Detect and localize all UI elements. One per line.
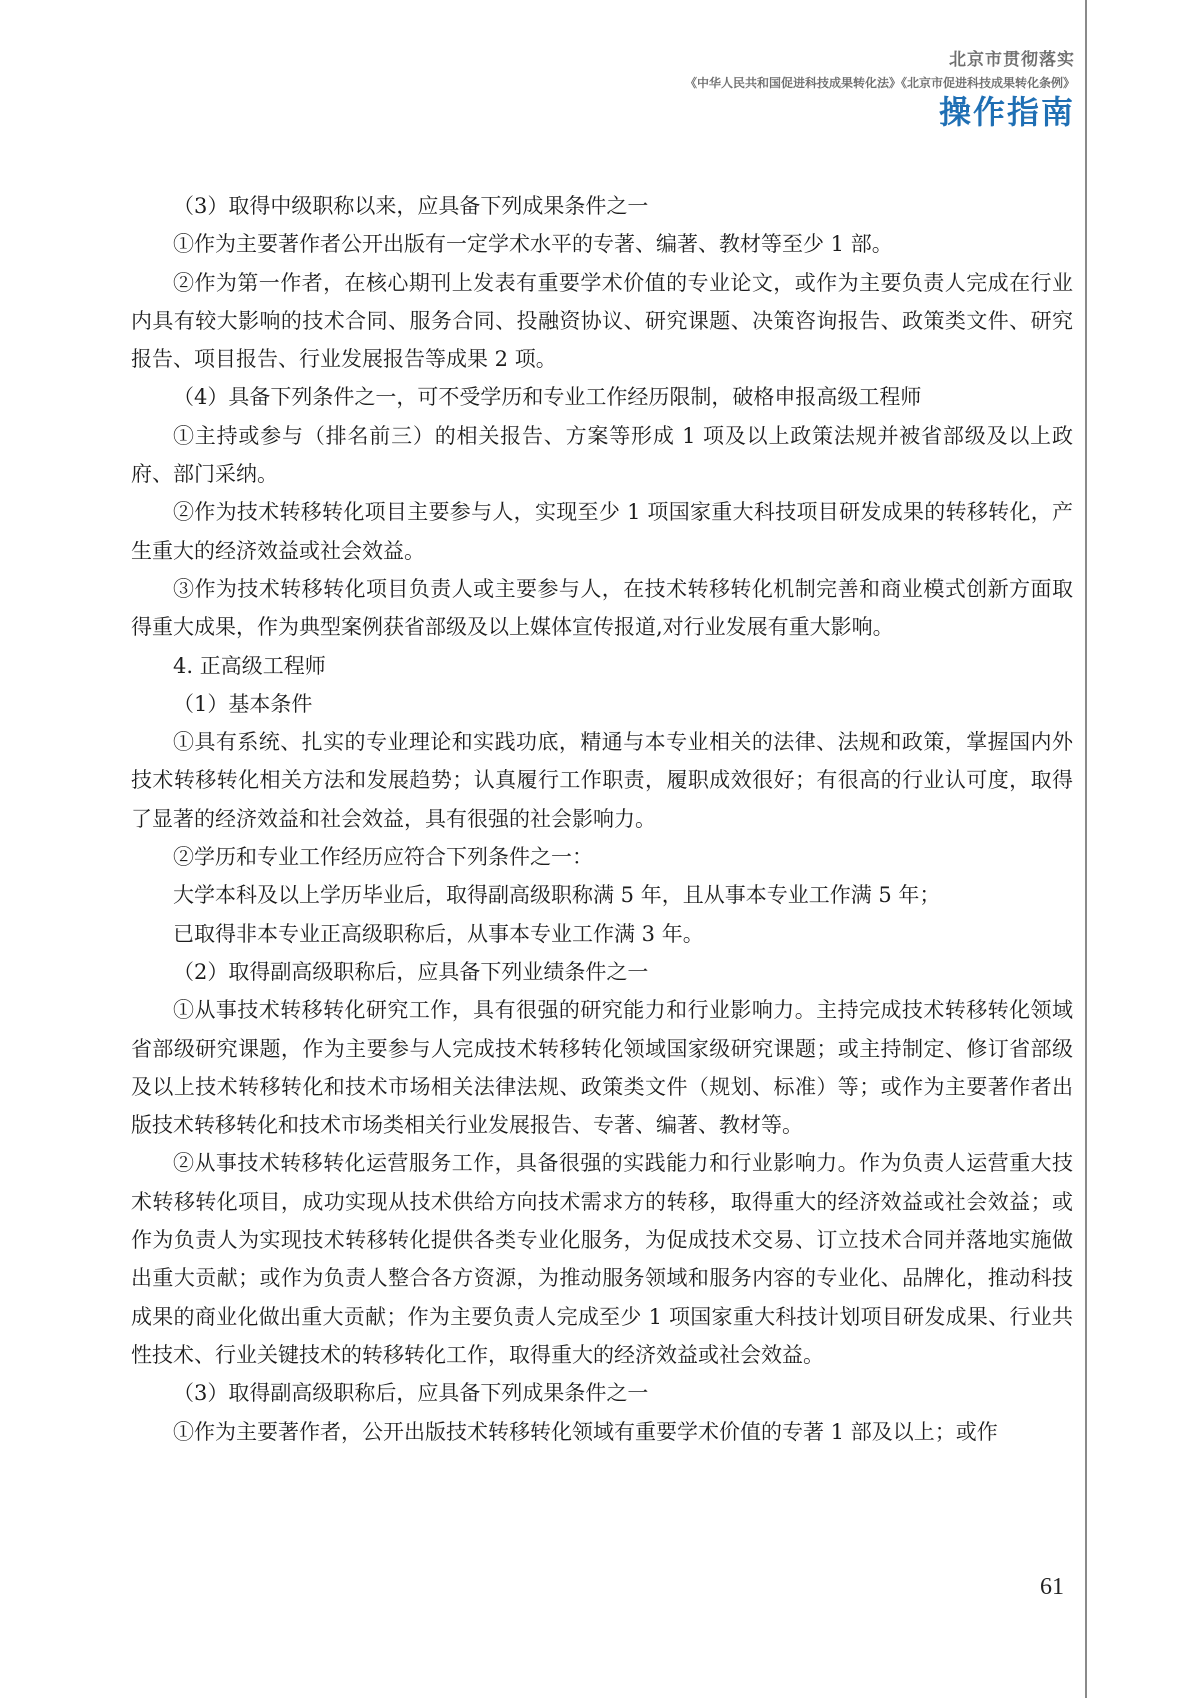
paragraph: ②作为技术转移转化项目主要参与人，实现至少 1 项国家重大科技项目研发成果的转移转化，产生重大的经济效益或社会效益。 <box>131 500 1073 563</box>
paragraph: （3）取得中级职称以来，应具备下列成果条件之一 <box>173 194 649 218</box>
header-title: 操作指南 <box>938 93 1075 131</box>
paragraph: （2）取得副高级职称后，应具备下列业绩条件之一 <box>173 959 649 984</box>
body-text <box>131 187 1073 1451</box>
paragraph: （3）取得副高级职称后，应具备下列成果条件之一 <box>173 1381 649 1406</box>
paragraph: ①作为主要著作者公开出版有一定学术水平的专著、编著、教材等至少 1 部。 <box>173 232 893 257</box>
running-header <box>685 48 1075 132</box>
page-number: 61 <box>1040 1574 1064 1600</box>
paragraph: （4）具备下列条件之一，可不受学历和专业工作经历限制，破格申报高级工程师 <box>173 385 922 410</box>
paragraph: ②作为第一作者，在核心期刊上发表有重要学术价值的专业论文，或作为主要负责人完成在行业内具有较大影响的技术合同、服务合同、投融资协议、研究课题、决策咨询报告、政策类文件、研究报告、项目报告、行业发展报告等成果 2 项。 <box>131 270 1073 372</box>
paragraph: ①主持或参与（排名前三）的相关报告、方案等形成 1 项及以上政策法规并被省部级及以上政府、部门采纳。 <box>131 423 1073 487</box>
paragraph: 大学本科及以上学历毕业后，取得副高级职称满 5 年，且从事本专业工作满 5 年； <box>173 883 941 908</box>
section-heading: 4. 正高级工程师 <box>173 653 326 678</box>
paragraph: ①从事技术转移转化研究工作，具有很强的研究能力和行业影响力。主持完成技术转移转化领域省部级研究课题，作为主要参与人完成技术转移转化领域国家级研究课题；或主持制定、修订省部级及以上技术转移转化和技术市场相关法律法规、政策类文件（规划、标准）等；或作为主要著作者出版技术转移转化和技术市场类相关行业发展报告、专著、编著、教材等。 <box>131 998 1073 1138</box>
paragraph: ①作为主要著作者，公开出版技术转移转化领域有重要学术价值的专著 1 部及以上；或作 <box>173 1419 998 1444</box>
header-line-1: 北京市贯彻落实 <box>949 50 1075 70</box>
paragraph: ②学历和专业工作经历应符合下列条件之一： <box>173 845 593 870</box>
page-edge-rule <box>1085 0 1087 1698</box>
paragraph: 已取得非本专业正高级职称后，从事本专业工作满 3 年。 <box>173 921 704 946</box>
paragraph: ①具有系统、扎实的专业理论和实践功底，精通与本专业相关的法律、法规和政策，掌握国内外技术转移转化相关方法和发展趋势；认真履行工作职责，履职成效很好；有很高的行业认可度，取得了显著的经济效益和社会效益，具有很强的社会影响力。 <box>131 730 1073 831</box>
paragraph: （1）基本条件 <box>173 691 313 716</box>
header-line-2: 《中华人民共和国促进科技成果转化法》《北京市促进科技成果转化条例》 <box>684 76 1075 90</box>
paragraph: ②从事技术转移转化运营服务工作，具备很强的实践能力和行业影响力。作为负责人运营重大技术转移转化项目，成功实现从技术供给方向技术需求方的转移，取得重大的经济效益或社会效益；或作为负责人为实现技术转移转化提供各类专业化服务，为促成技术交易、订立技术合同并落地实施做出重大贡献；或作为负责人整合各方资源，为推动服务领域和服务内容的专业化、品牌化，推动科技成果的商业化做出重大贡献；作为主要负责人完成至少 1 项国家重大科技计划项目研发成果、行业共性技术、行业关键技术的转移转化工作，取得重大的经济效益或社会效益。 <box>131 1151 1073 1367</box>
paragraph: ③作为技术转移转化项目负责人或主要参与人，在技术转移转化机制完善和商业模式创新方面取得重大成果，作为典型案例获省部级及以上媒体宣传报道,对行业发展有重大影响。 <box>131 576 1073 640</box>
